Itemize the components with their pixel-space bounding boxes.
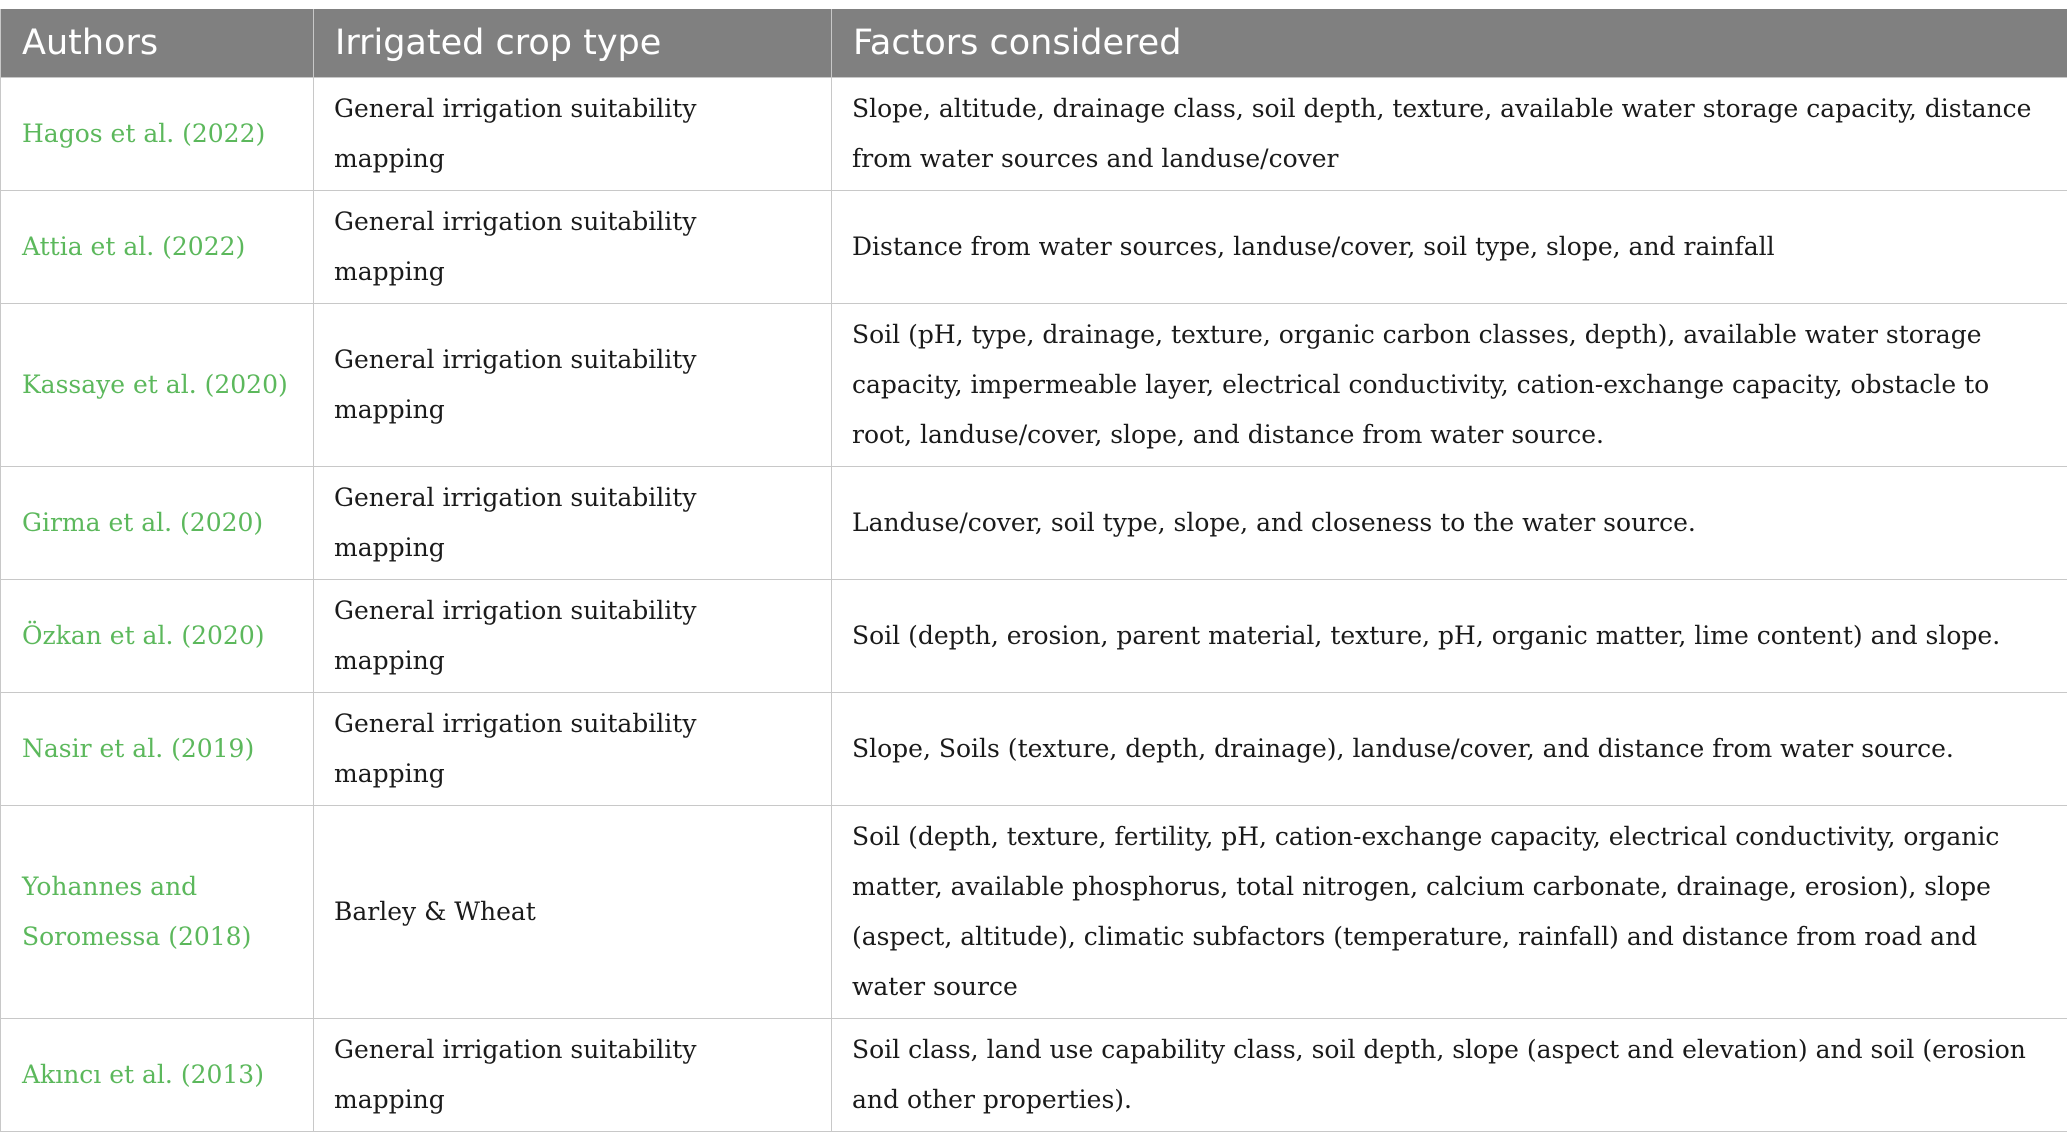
author-link[interactable]: Attia et al. (2022) <box>1 190 314 303</box>
crop-type-cell: General irrigation suitability mapping <box>314 579 832 692</box>
crop-type-cell: General irrigation suitability mapping <box>314 190 832 303</box>
factors-cell: Slope, altitude, drainage class, soil depth, texture, available water storage capacity, distance from water sources and landuse/cover <box>832 77 2067 190</box>
factors-cell: Soil (pH, type, drainage, texture, organic carbon classes, depth), available water storage capacity, impermeable layer, electrical conductivity, cation-exchange capacity, obstacle to root, landuse/cover, slope, and distance from water source. <box>832 303 2067 466</box>
factors-cell: Distance from water sources, landuse/cover, soil type, slope, and rainfall <box>832 190 2067 303</box>
table-row <box>1 77 2067 190</box>
header-crop-type: Irrigated crop type <box>314 9 832 77</box>
factors-cell: Slope, Soils (texture, depth, drainage), landuse/cover, and distance from water source. <box>832 692 2067 805</box>
table-row <box>1 805 2067 1018</box>
author-link[interactable]: Nasir et al. (2019) <box>1 692 314 805</box>
table-row <box>1 466 2067 579</box>
factors-cell: Soil (depth, erosion, parent material, texture, pH, organic matter, lime content) and slope. <box>832 579 2067 692</box>
author-link[interactable]: Hagos et al. (2022) <box>1 77 314 190</box>
crop-type-cell: General irrigation suitability mapping <box>314 77 832 190</box>
author-link[interactable]: Yohannes and Soromessa (2018) <box>1 805 314 1018</box>
table-row <box>1 692 2067 805</box>
table-header <box>1 9 2067 77</box>
author-link[interactable]: Kassaye et al. (2020) <box>1 303 314 466</box>
literature-table <box>0 9 2067 1132</box>
crop-type-cell: General irrigation suitability mapping <box>314 466 832 579</box>
crop-type-cell: General irrigation suitability mapping <box>314 1018 832 1131</box>
crop-type-cell: Barley & Wheat <box>314 805 832 1018</box>
factors-cell: Soil (depth, texture, fertility, pH, cation-exchange capacity, electrical conductivity, organic matter, available phosphorus, total nitrogen, calcium carbonate, drainage, erosion), slope (aspect, altitude), climatic subfactors (temperature, rainfall) and distance from road and water source <box>832 805 2067 1018</box>
table-row <box>1 579 2067 692</box>
table-row <box>1 1018 2067 1131</box>
table-row <box>1 190 2067 303</box>
crop-type-cell: General irrigation suitability mapping <box>314 303 832 466</box>
table-body <box>1 77 2067 1131</box>
factors-cell: Soil class, land use capability class, soil depth, slope (aspect and elevation) and soil (erosion and other properties). <box>832 1018 2067 1131</box>
author-link[interactable]: Girma et al. (2020) <box>1 466 314 579</box>
author-link[interactable]: Özkan et al. (2020) <box>1 579 314 692</box>
header-row <box>1 9 2067 77</box>
crop-type-cell: General irrigation suitability mapping <box>314 692 832 805</box>
header-factors: Factors considered <box>832 9 2067 77</box>
header-authors: Authors <box>1 9 314 77</box>
factors-cell: Landuse/cover, soil type, slope, and closeness to the water source. <box>832 466 2067 579</box>
author-link[interactable]: Akıncı et al. (2013) <box>1 1018 314 1131</box>
table-row <box>1 303 2067 466</box>
